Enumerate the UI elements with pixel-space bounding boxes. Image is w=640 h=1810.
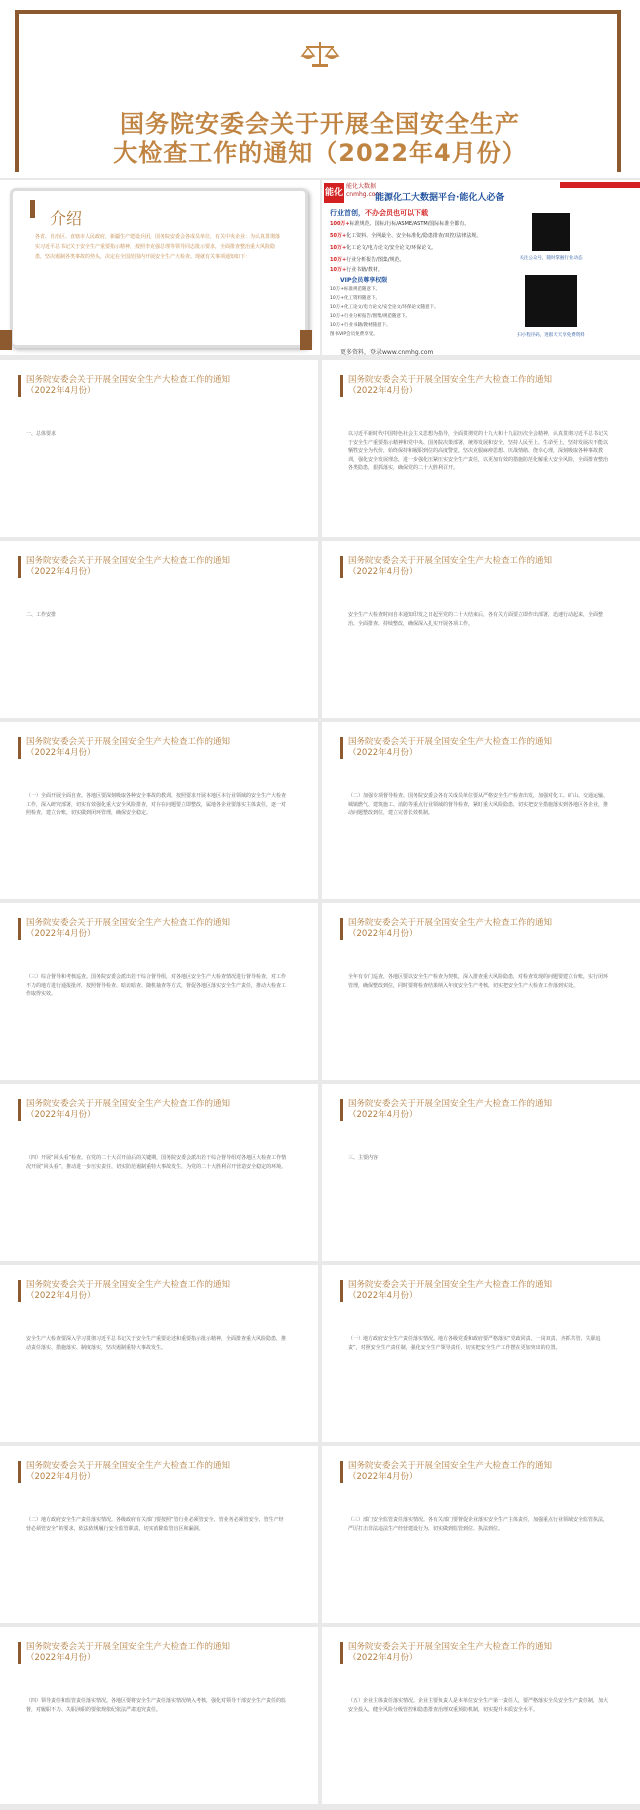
slide-title-line2: （2022年4月份） xyxy=(26,929,96,939)
slide-title-line1: 国务院安委会关于开展全国安全生产大检查工作的通知 xyxy=(348,1280,553,1290)
slide-title xyxy=(348,1642,628,1664)
slide-title-line1: 国务院安委会关于开展全国安全生产大检查工作的通知 xyxy=(348,918,553,928)
ad-logo: 能化 xyxy=(324,183,344,203)
slide-body: （四）开展“回头看”检查。在党的二十大召开前后的关键期，国务院安委会派出若干综合督导组对各地区大检查工作情况开展“回头看”，推动进一步压实责任，切实防范遏制重特大事故发生，为党的二十大胜利召开营造安全稳定的环境。 xyxy=(26,1155,287,1170)
intro-heading: 介绍 xyxy=(50,209,83,228)
slide-body: 三、主要内容 xyxy=(348,1155,379,1161)
content-slide xyxy=(0,1446,318,1623)
content-slide xyxy=(0,1265,318,1442)
content-slide xyxy=(0,1084,318,1261)
slide-title-line2: （2022年4月份） xyxy=(348,748,418,758)
slide-accent-bar xyxy=(18,1461,21,1483)
content-slide xyxy=(322,903,640,1080)
slide-title xyxy=(26,1280,306,1302)
slide-body: （一）全面开展全面自查。各地区要深刻吸取各种安全事故的教训，按照要求开展本地区本行业领域的安全生产大检查工作，深入研究部署，切实有效强化重大安全风险排查，对存在问题要立即整改，属地各企业要落实主体责任，逐一对照检查，建立台账，切实做到闭环管理，确保安全稳定。 xyxy=(26,793,287,816)
slide-body: 一、总体要求 xyxy=(26,431,57,437)
slide-title-line1: 国务院安委会关于开展全国安全生产大检查工作的通知 xyxy=(26,918,231,928)
slide-title-line1: 国务院安委会关于开展全国安全生产大检查工作的通知 xyxy=(26,375,231,385)
slide-accent-bar xyxy=(340,1642,343,1664)
slide-title-line1: 国务院安委会关于开展全国安全生产大检查工作的通知 xyxy=(348,1642,553,1652)
content-slide xyxy=(0,360,318,537)
slide-title-line2: （2022年4月份） xyxy=(348,1291,418,1301)
ad-item: 10万+化工论文/电力论文/安全论文/环保论文。 xyxy=(330,245,437,251)
slide-accent-bar xyxy=(340,1280,343,1302)
content-slide xyxy=(322,1084,640,1261)
slide-title-line2: （2022年4月份） xyxy=(348,1472,418,1482)
content-slide xyxy=(322,541,640,718)
ad-brand-line2: cnmhg.com xyxy=(346,191,382,198)
slide-accent-bar xyxy=(18,556,21,578)
ad-slogan xyxy=(330,208,428,218)
slide-title-line1: 国务院安委会关于开展全国安全生产大检查工作的通知 xyxy=(348,375,553,385)
slide-title xyxy=(26,737,306,759)
slide-title xyxy=(348,1099,628,1121)
slide-title-line2: （2022年4月份） xyxy=(348,929,418,939)
ad-slogan-b: 不办会员也可以下载 xyxy=(365,209,428,217)
slide-accent-bar xyxy=(18,918,21,940)
slide-body: （二）加强专项督导检查。国务院安委会各有关成员单位要从严格安全生产检查出发，加强对化工、矿山、交通运输、城镇燃气、建筑施工、消防等重点行业领域的督导检查，紧盯重大风险隐患，切实把安全措施落实到各地区各企业，推动问题整改到位，建立完善长效机制。 xyxy=(348,793,609,816)
slide-title-line1: 国务院安委会关于开展全国安全生产大检查工作的通知 xyxy=(26,1461,231,1471)
content-slide xyxy=(322,1265,640,1442)
slide-body: 安全生产大检查时间自本通知印发之日起至党的二十大结束后，各有关方面要立即作出部署，迅速行动起来，全面整治、全面排查、持续整改，确保深入扎实开展各项工作。 xyxy=(348,612,604,627)
slide-accent-bar xyxy=(18,375,21,397)
content-slide xyxy=(322,1446,640,1623)
slide-title-line1: 国务院安委会关于开展全国安全生产大检查工作的通知 xyxy=(348,1461,553,1471)
scales-icon xyxy=(300,40,340,68)
content-slide xyxy=(322,722,640,899)
slide-body: （一）地方政府安全生产责任落实情况。地方各级党委和政府要严格落实“党政同责、一岗双责、齐抓共管、失职追责”，对照安全生产责任制，强化安全生产领导责任，切实把安全生产工作摆在更加突出的位置。 xyxy=(348,1336,601,1351)
slide-body: （三）综合督导和考核巡查。国务院安委会派出若干综合督导组，对各地区安全生产大检查情况进行督导检查，对工作不力的地方进行通报批评，按照督导检查、暗访暗查、随机抽查等方式，督促各地区落实安全生产责任，推动大检查工作取得实效。 xyxy=(26,974,287,997)
ad-vip-item: 10万+化工论文/电力论文/安全论文/环保论文随意下。 xyxy=(330,305,439,310)
slide-title xyxy=(348,375,628,397)
slide-body: （二）地方政府安全生产责任落实情况。各级政府有关部门要按照“管行业必须管安全、管业务必须管安全、管生产经营必须管安全”的要求，依法依规履行安全监管职责，切实消除监管盲区和漏洞。 xyxy=(26,1517,284,1532)
slide-accent-bar xyxy=(340,918,343,940)
qr-code-icon[interactable] xyxy=(532,213,570,251)
ad-item: 10万+行业分析报告/图集/规范。 xyxy=(330,257,405,263)
ad-vip-title: VIP会员尊享权限 xyxy=(340,277,388,284)
slide-accent-bar xyxy=(18,1642,21,1664)
slide-body: 二、工作安排 xyxy=(26,612,57,618)
slide-accent-bar xyxy=(340,1461,343,1483)
slide-accent-bar xyxy=(18,1099,21,1121)
ad-item: 50万+化工资料、全网最全、安全标准化/隐患排查/双控/法律法规。 xyxy=(330,233,482,239)
slide-title-line1: 国务院安委会关于开展全国安全生产大检查工作的通知 xyxy=(348,1099,553,1109)
qr-code-icon[interactable] xyxy=(525,275,577,327)
slide-title-line2: （2022年4月份） xyxy=(26,386,96,396)
slide-body: （三）部门安全监管责任落实情况。各有关部门要督促企业落实安全生产主体责任，加强重点行业领域安全监管执法，严厉打击非法违法生产经营建设行为，切实做到监管到位、执法到位。 xyxy=(348,1517,609,1532)
content-slide xyxy=(0,541,318,718)
slide-title-line1: 国务院安委会关于开展全国安全生产大检查工作的通知 xyxy=(26,1642,231,1652)
slide-title-line1: 国务院安委会关于开展全国安全生产大检查工作的通知 xyxy=(26,1280,231,1290)
slide-title-line1: 国务院安委会关于开展全国安全生产大检查工作的通知 xyxy=(26,556,231,566)
ad-item: 100万+标准规范、国标/行标/ASME/ASTM/国际标准全都有。 xyxy=(330,221,470,227)
slide-accent-bar xyxy=(18,737,21,759)
slide-title-line2: （2022年4月份） xyxy=(26,1653,96,1663)
slide-body: 全年有专门巡查，各地区要以安全生产检查为契机，深入排查重大风险隐患，对检查发现的问题要建立台账，实行闭环管理，确保整改到位，同时要将检查结果纳入年度安全生产考核，切实把安全生产大检查工作落到实处。 xyxy=(348,974,609,989)
slide-title xyxy=(348,1280,628,1302)
content-slide xyxy=(0,903,318,1080)
slide-title xyxy=(26,1099,306,1121)
cover-title xyxy=(30,110,610,168)
content-slide xyxy=(322,1627,640,1804)
intro-accent-bar xyxy=(30,200,35,218)
cover-title-line2: 大检查工作的通知（2022年4月份） xyxy=(113,139,527,167)
ad-vip-item: 10万+行业分析报告/图集/规范随意下。 xyxy=(330,314,411,319)
slide-title-line2: （2022年4月份） xyxy=(348,567,418,577)
slide-title-line1: 国务院安委会关于开展全国安全生产大检查工作的通知 xyxy=(26,737,231,747)
slide-body: （五）企业主体责任落实情况。企业主要负责人是本单位安全生产第一责任人，要严格落实全员安全生产责任制，加大安全投入，健全风险分级管控和隐患排查治理双重预防机制，切实提升本质安全水平。 xyxy=(348,1698,609,1713)
content-slide xyxy=(322,360,640,537)
slide-accent-bar xyxy=(340,1099,343,1121)
cover-title-line1: 国务院安委会关于开展全国安全生产 xyxy=(120,110,520,138)
slide-title xyxy=(348,556,628,578)
slide-title xyxy=(348,1461,628,1483)
slide-title-line2: （2022年4月份） xyxy=(348,1653,418,1663)
slide-title-line2: （2022年4月份） xyxy=(26,1291,96,1301)
ad-footer[interactable]: 更多资料，登录www.cnmhg.com xyxy=(340,349,434,356)
slide-body: 安全生产大检查要深入学习贯彻习近平总书记关于安全生产重要论述和重要指示批示精神，全面排查重大风险隐患，推动责任落实、措施落实、制度落实，坚决遏制重特大事故发生。 xyxy=(26,1336,287,1351)
qr2-label: 扫小程序码，进群天天享免费资料 xyxy=(517,333,585,338)
slide-title xyxy=(348,737,628,759)
ad-brand-line1: 能化大数据 xyxy=(346,183,377,190)
content-slide xyxy=(0,722,318,899)
slide-title-line2: （2022年4月份） xyxy=(348,1110,418,1120)
slide-accent-bar xyxy=(340,556,343,578)
qr1-label: 关注公众号，随时掌握行业动态 xyxy=(519,256,583,261)
intro-body: 各省、自治区、直辖市人民政府，新疆生产建设兵团，国务院安委会各成员单位，有关中央企业：为认真贯彻落实习近平总书记关于安全生产重要指示精神，按照李克强总理等领导同志批示要求，全面排查整治重大风险隐患，坚决遏制各类事故的势头，决定在全国范围内开展安全生产大检查。现就有关事项通知如下： xyxy=(35,234,281,260)
slide-body: 以习近平新时代中国特色社会主义思想为指导，全面贯彻党的十九大和十九届历次全会精神，认真贯彻习近平总书记关于安全生产重要指示精神和党中央、国务院决策部署，统筹发展和安全，坚持人民至上、生命至上，坚持发展决不能以牺牲安全为代价，始终保持和履职到位的高度警觉，坚决克服麻痹思想、厌战情绪、侥幸心理，深刻吸取各种事故教训，强化安全发展理念，进一步强化压紧压实安全生产责任，以更加有效的措施防范化解重大安全风险，全面排查整治各类隐患，狠抓落实，确保党的二十大胜利召开。 xyxy=(348,431,609,471)
intro-corner-left xyxy=(0,330,12,350)
slide-title xyxy=(26,1461,306,1483)
slide-title-line2: （2022年4月份） xyxy=(26,748,96,758)
slide-title xyxy=(26,1642,306,1664)
ad-vip-item: 10万+标准规范随意下。 xyxy=(330,287,380,292)
slide-title-line1: 国务院安委会关于开展全国安全生产大检查工作的通知 xyxy=(26,1099,231,1109)
slide-accent-bar xyxy=(340,737,343,759)
slide-title-line2: （2022年4月份） xyxy=(26,1472,96,1482)
intro-corner-right xyxy=(300,330,312,350)
slide-accent-bar xyxy=(340,375,343,397)
ad-vip-item: 图书VIP会员免费享受。 xyxy=(330,332,378,337)
ad-red-bar xyxy=(560,182,640,188)
content-slide xyxy=(0,1627,318,1804)
slide-title xyxy=(348,918,628,940)
slide-body: （四）领导责任和监管责任落实情况。各地区要将安全生产责任落实情况纳入考核，强化对领导干部安全生产责任的监督，对履职不力、失职渎职的要依规依纪依法严肃追究责任。 xyxy=(26,1698,287,1713)
slide-title xyxy=(26,556,306,578)
ad-item: 10万+行业书籍/教材。 xyxy=(330,267,383,273)
slide-title-line2: （2022年4月份） xyxy=(26,1110,96,1120)
slide-title-line2: （2022年4月份） xyxy=(26,567,96,577)
slide-title-line1: 国务院安委会关于开展全国安全生产大检查工作的通知 xyxy=(348,556,553,566)
slide-title xyxy=(26,918,306,940)
ad-vip-item: 10万+行业书籍/教材随意下。 xyxy=(330,323,391,328)
ad-vip-item: 10万+化工资料随意下。 xyxy=(330,296,380,301)
slide-title xyxy=(26,375,306,397)
ad-title: 能源化工大数据平台·能化人必备 xyxy=(375,193,505,203)
slide-accent-bar xyxy=(18,1280,21,1302)
ad-slogan-a: 行业首创， xyxy=(330,209,365,217)
slide-title-line2: （2022年4月份） xyxy=(348,386,418,396)
slide-title-line1: 国务院安委会关于开展全国安全生产大检查工作的通知 xyxy=(348,737,553,747)
